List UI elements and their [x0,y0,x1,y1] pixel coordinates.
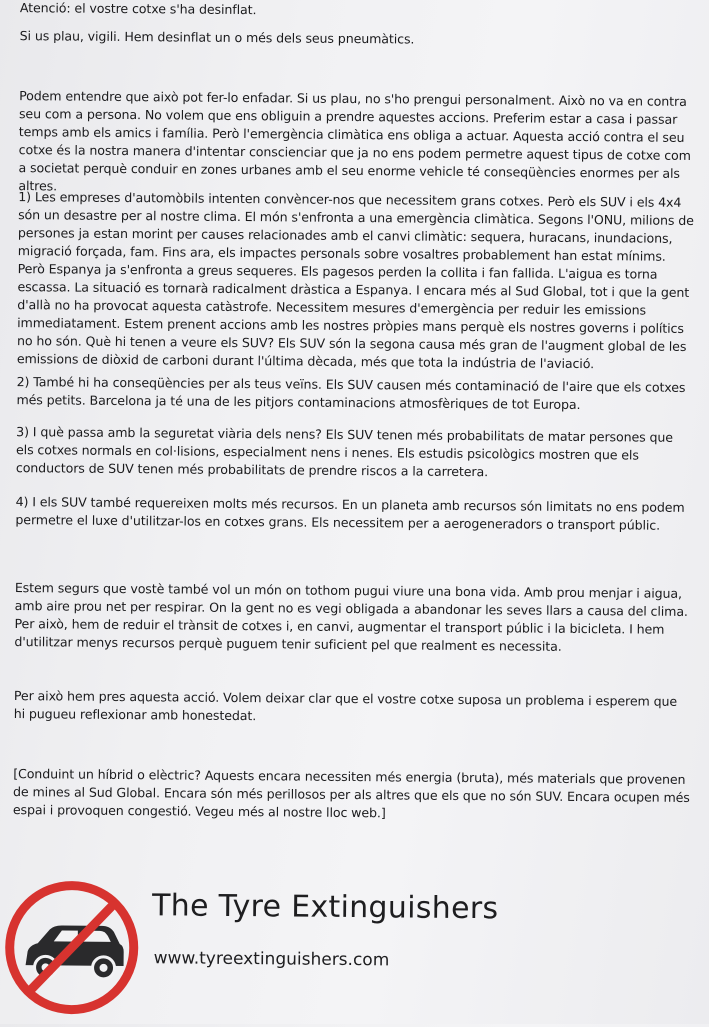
closing-paragraph-1: Estem segurs que vostè també vol un món on tothom pugui viure una bona vida. Amb prou menjar i aigua, amb aire prou net per respirar. On la gent no es vegi obligada a abandonar les seves llars a causa del clima. Per això, hem de reduir el trànsit de cotxes i, en canvi, augmentar el transport públic i la bicicleta. I hem d'utilitzar menys recursos perquè puguem tenir suficient pel que realment es necessita. [14,580,688,654]
suv-car-icon [25,925,123,979]
point-1: 1) Les empreses d'automòbils intenten convèncer-nos que necessitem grans cotxes. Però els SUV i els 4x4 són un desastre per al nostre clima. El món s'enfronta a una emergència climàtica. Segons l'ONU, milions de persones ja estan morint per causes relacionades amb el canvi climàtic: sequera, huracans, inundacions, migració forçada, fam. Fins ara, els impactes personals sobre vosaltres probablement han estat mínims. Però Espanya ja s'enfronta a greus sequeres. Els pagesos perden la collita i fan fallida. L'aigua es torna escassa. La situació es tornarà radicalment dràstica a Espanya. I encara més al Sud Global, tot i que la gent d'allà no ha provocat aquesta catàstrofe. Necessitem mesures d'emergència per reduir les emissions immediatament. Estem prenent accions amb les nostres pròpies mans perquè els nostres governs i polítics no ho són. Què hi tenen a veure els SUV? Els SUV són la segona causa més gran de l'augment global de les emissions de diòxid de carboni durant l'última dècada, més que tota la indústria de l'aviació. [16,189,694,372]
point-2: 2) També hi ha conseqüències per als teus veïns. Els SUV causen més contaminació de l'aire que els cotxes més petits. Barcelona ja té una de les pitjors contaminacions atmosfèriques de tot Europa. [16,374,686,412]
no-suv-icon [3,879,140,1016]
leaflet-subheading: Si us plau, vigili. Hem desinflat un o més dels seus pneumàtics. [19,28,415,47]
closing-paragraph-2: Per això hem pres aquesta acció. Volem deixar clar que el vostre cotxe suposa un problema i esperem que hi pugueu reflexionar amb honestedat. [13,688,678,724]
leaflet-heading: Atenció: el vostre cotxe s'ha desinflat. [19,0,257,18]
point-4: 4) I els SUV també requereixen molts més recursos. En un planeta amb recursos són limitats no ens podem permetre el luxe d'utilitzar-los en cotxes grans. Els necessitem per a aerogeneradors o transport públic. [15,494,685,533]
brand-name: The Tyre Extinguishers [151,888,499,927]
intro-paragraph: Podem entendre que això pot fer-lo enfadar. Si us plau, no s'ho prengui personalment. Això no va en contra seu com a persona. No volem que ens obliguin a prendre aquestes accions. Preferim estar a casa i passar temps amb els amics i família. Però l'emergència climàtica ens obliga a actuar. Aquesta acció contra el seu cotxe és la nostra manera d'intentar conscienciar que ja no ens podem permetre aquest tipus de cotxe com a societat perquè conduir en zones urbanes amb el seu enorme vehicle té conseqüències enormes per als altres. [18,88,691,194]
website-url: www.tyreextinguishers.com [153,948,390,971]
hybrid-note: [Conduint un híbrid o elèctric? Aquests encara necessiten més energia (bruta), més materials que provenen de mines al Sud Global. Encara són més perillosos per als altres que els que no són SUV. Encara ocupen més espai i provoquen congestió. Vegeu més al nostre lloc web.] [12,766,690,821]
point-3: 3) I què passa amb la seguretat viària dels nens? Els SUV tenen més probabilitats de matar persones que els cotxes normals en col·lisions, especialment nens i nenes. Els estudis psicològics mostren que els conductors de SUV tenen més probabilitats de prendre riscos a la carretera. [15,424,674,480]
